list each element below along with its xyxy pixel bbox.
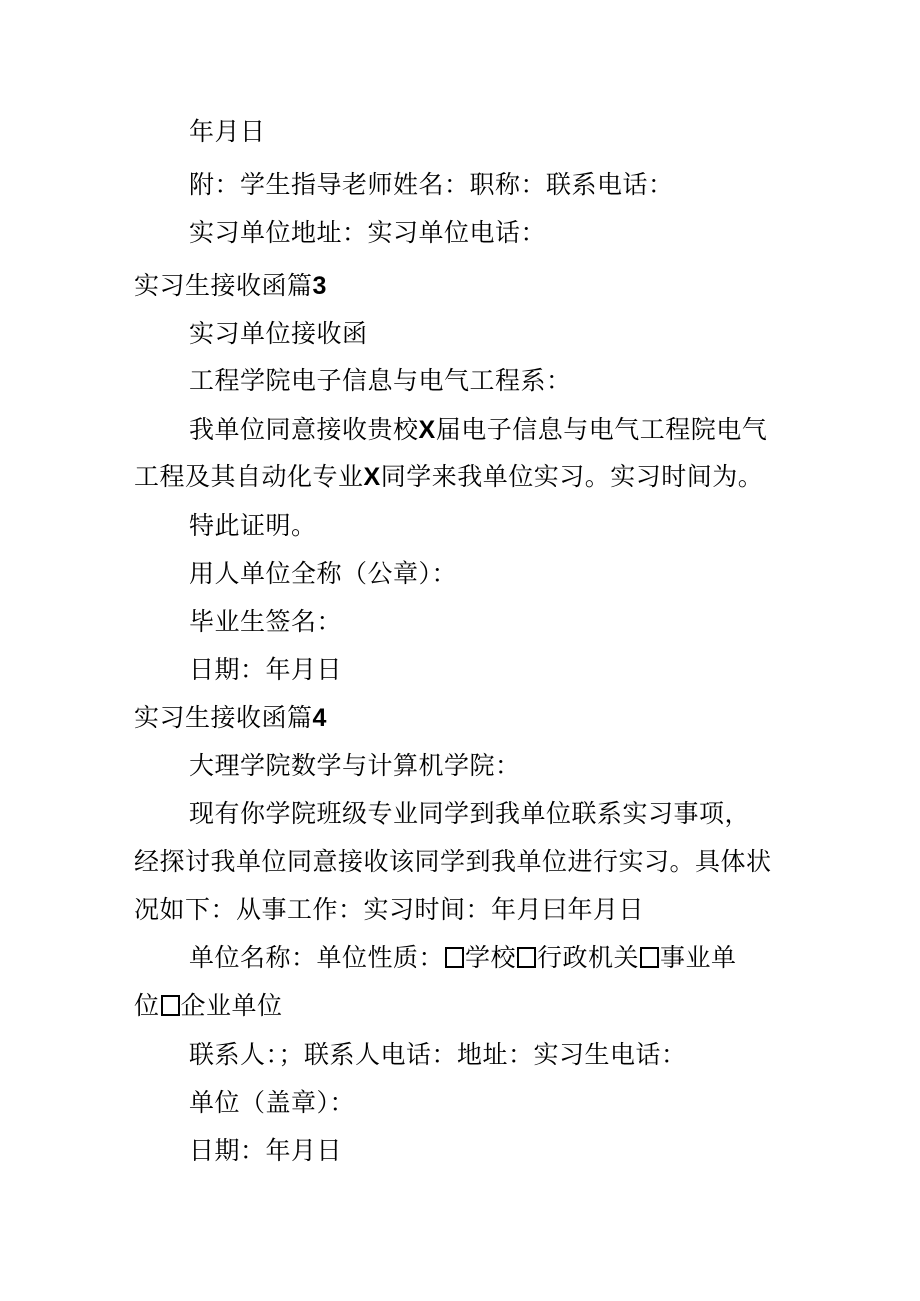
unit-seal-line — [189, 1088, 849, 1118]
contact-text: 联系人：；联系人电话：地址：实习生电话： — [189, 1040, 687, 1069]
unit-seal-text: 单位（盖章）： — [189, 1088, 356, 1117]
date-line — [189, 117, 849, 147]
attachment-text: 附：学生指导老师姓名：职称：联系电话： — [189, 170, 674, 199]
attachment-line — [189, 170, 849, 200]
receipt-letter-title-text: 实习单位接收函 — [189, 319, 368, 348]
employer-name-line — [189, 559, 849, 589]
date-text-2: 日期：年月日 — [189, 655, 343, 684]
body-line-2-placeholder: X — [363, 463, 381, 491]
unit-type-label: 单位名称：单位性质： — [189, 943, 445, 972]
section-heading-4 — [134, 703, 794, 733]
employer-name-text: 用人单位全称（公章）： — [189, 559, 458, 588]
body-line-3 — [189, 799, 849, 829]
contact-line — [189, 1040, 849, 1070]
body-line-4-text: 经探讨我单位同意接收该同学到我单位进行实习。具体状 — [134, 847, 772, 876]
section-heading-4-text: 实习生接收函篇 — [134, 703, 313, 732]
checkbox-school[interactable] — [445, 947, 464, 968]
checkbox-government[interactable] — [517, 947, 536, 968]
body-line-2 — [134, 462, 794, 492]
body-line-1-placeholder: X — [418, 416, 436, 444]
body-line-1-part-a: 我单位同意接收贵校 — [189, 415, 419, 444]
body-line-1-part-b: 届电子信息与电气工程院电气 — [435, 415, 768, 444]
unit-type-line — [189, 943, 849, 973]
date-text: 年月日 — [189, 117, 266, 146]
option-enterprise-label: 企业单位 — [180, 991, 283, 1020]
section-heading-4-number: 4 — [312, 704, 327, 732]
unit-type-line-2 — [134, 991, 794, 1021]
certification-text: 特此证明。 — [189, 511, 317, 540]
body-line-2-part-a: 工程及其自动化专业 — [134, 462, 364, 491]
checkbox-public-institution[interactable] — [640, 947, 659, 968]
date-line-3 — [189, 1136, 849, 1166]
body-line-4 — [134, 847, 794, 877]
body-line-1 — [189, 415, 849, 445]
body-line-5 — [134, 895, 794, 925]
option-government-label: 行政机关 — [537, 943, 640, 972]
date-line-2 — [189, 655, 849, 685]
section-heading-3-text: 实习生接收函篇 — [134, 271, 313, 300]
section-heading-3 — [134, 271, 794, 301]
section-heading-3-number: 3 — [312, 272, 327, 300]
body-line-3-text: 现有你学院班级专业同学到我单位联系实习事项， — [189, 799, 751, 828]
option-public-institution-label: 事业单 — [660, 943, 737, 972]
salutation-text-2: 大理学院数学与计算机学院： — [189, 751, 521, 780]
unit-address-line — [189, 218, 849, 248]
body-line-5-text: 况如下：从事工作：实习时间：年月曰年月日 — [134, 895, 645, 924]
salutation-line — [189, 366, 849, 396]
salutation-text: 工程学院电子信息与电气工程系： — [189, 366, 572, 395]
option-public-institution-label-cont: 位 — [134, 991, 160, 1020]
body-line-2-part-b: 同学来我单位实习。实习时间为。 — [380, 462, 764, 491]
graduate-signature-text: 毕业生签名： — [189, 607, 343, 636]
option-school-label: 学校 — [465, 943, 517, 972]
checkbox-enterprise[interactable] — [161, 995, 180, 1016]
unit-address-text: 实习单位地址：实习单位电话： — [189, 218, 547, 247]
graduate-signature-line — [189, 607, 849, 637]
receipt-letter-title — [189, 319, 849, 349]
salutation-line-2 — [189, 751, 849, 781]
date-text-3: 日期：年月日 — [189, 1136, 343, 1165]
certification-line — [189, 511, 849, 541]
